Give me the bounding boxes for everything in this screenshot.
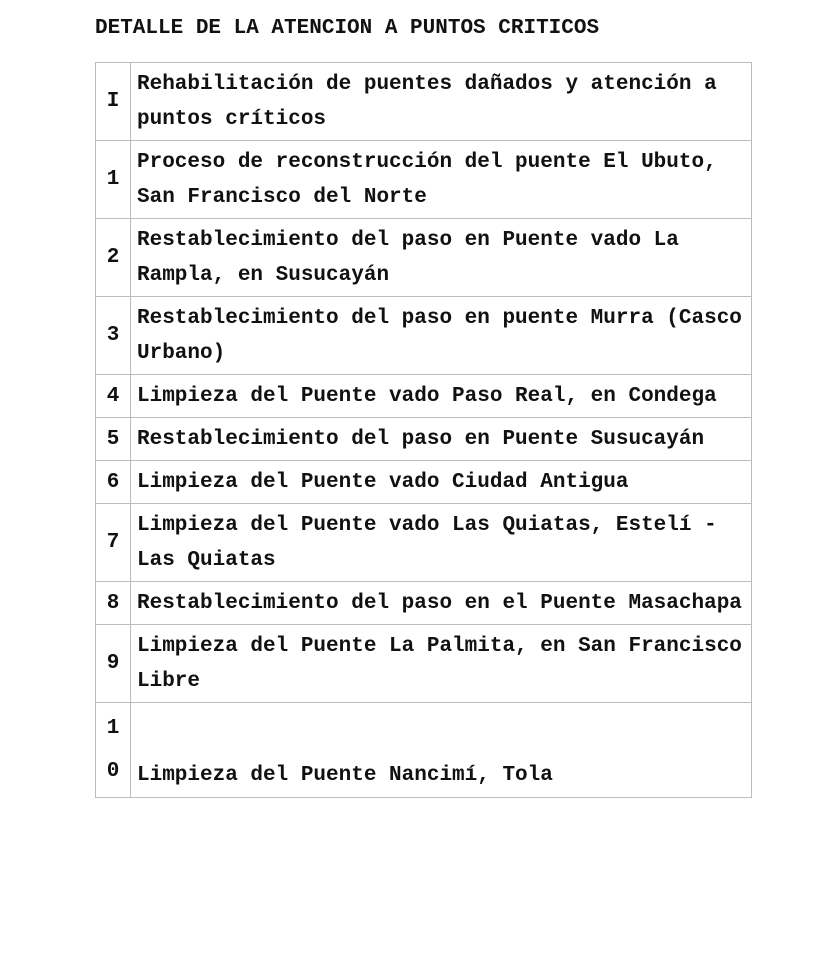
row-description: Limpieza del Puente Nancimí, Tola: [131, 703, 752, 798]
table-row: [96, 141, 752, 219]
row-number: 8: [96, 582, 131, 625]
table-row: [96, 703, 752, 798]
row-description: Limpieza del Puente vado Ciudad Antigua: [131, 461, 752, 504]
document-title: DETALLE DE LA ATENCION A PUNTOS CRITICOS: [95, 17, 600, 40]
row-number: 7: [96, 504, 131, 582]
row-description: Restablecimiento del paso en puente Murra (Casco Urbano): [131, 297, 752, 375]
table-row: [96, 297, 752, 375]
table-row: [96, 461, 752, 504]
table-row: [96, 582, 752, 625]
table-row: [96, 625, 752, 703]
row-number: 5: [96, 418, 131, 461]
row-description: Restablecimiento del paso en Puente Susucayán: [131, 418, 752, 461]
table-row: [96, 63, 752, 141]
table-row: [96, 418, 752, 461]
row-description: Limpieza del Puente vado Paso Real, en Condega: [131, 375, 752, 418]
table-row: [96, 504, 752, 582]
critical-points-table: [95, 62, 752, 798]
row-description: Restablecimiento del paso en el Puente Masachapa: [131, 582, 752, 625]
row-description: Limpieza del Puente vado Las Quiatas, Estelí - Las Quiatas: [131, 504, 752, 582]
row-description: Restablecimiento del paso en Puente vado La Rampla, en Susucayán: [131, 219, 752, 297]
row-number-bottom-digit: 0: [106, 760, 120, 783]
row-number-top-digit: 1: [106, 717, 120, 740]
row-description: Proceso de reconstrucción del puente El Ubuto, San Francisco del Norte: [131, 141, 752, 219]
row-number: [96, 703, 131, 798]
row-number: 1: [96, 141, 131, 219]
row-number: 4: [96, 375, 131, 418]
table-row: [96, 375, 752, 418]
row-number: 2: [96, 219, 131, 297]
row-number: 9: [96, 625, 131, 703]
table-row: [96, 219, 752, 297]
row-number: I: [96, 63, 131, 141]
row-number: 6: [96, 461, 131, 504]
row-description: Rehabilitación de puentes dañados y atención a puntos críticos: [131, 63, 752, 141]
row-number: 3: [96, 297, 131, 375]
row-description: Limpieza del Puente La Palmita, en San Francisco Libre: [131, 625, 752, 703]
